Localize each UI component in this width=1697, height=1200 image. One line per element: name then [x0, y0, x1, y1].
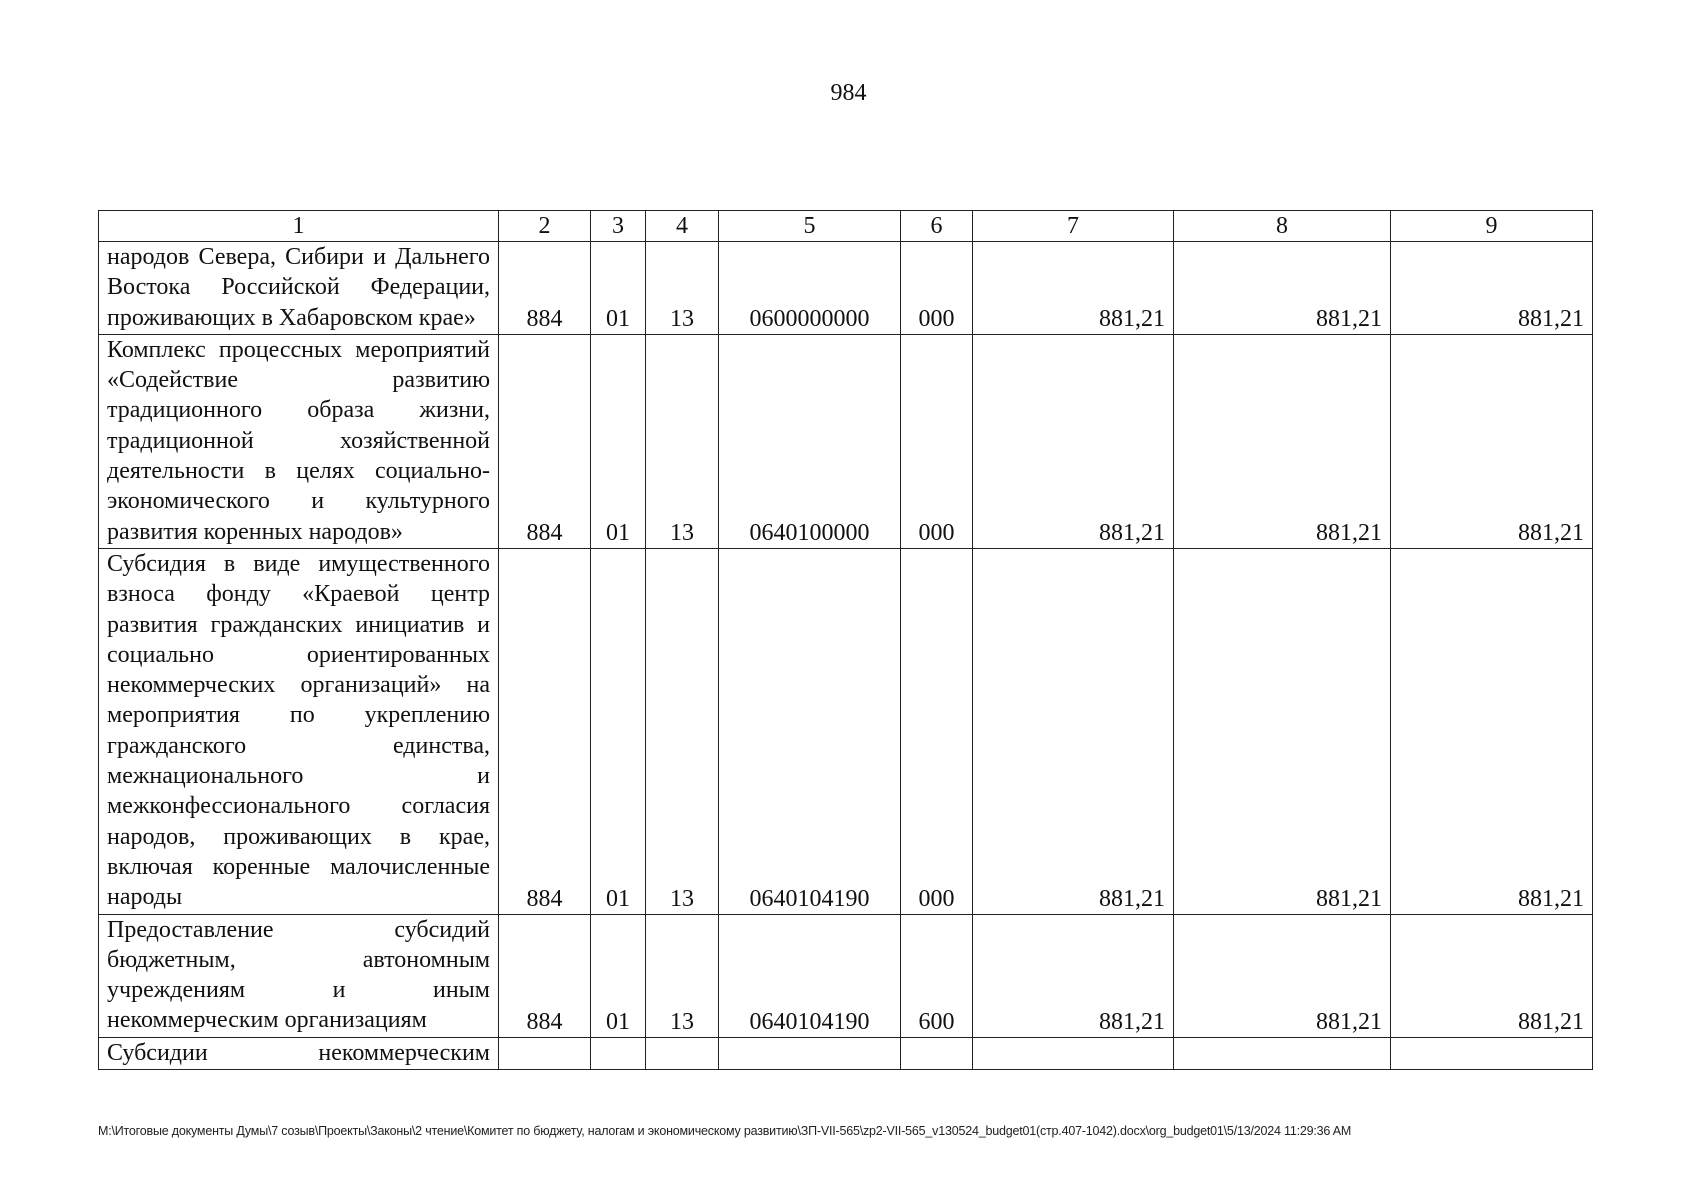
cell-amount-3: 881,21: [1391, 242, 1593, 335]
cell-section: 01: [591, 242, 646, 335]
col-header-1: 1: [99, 211, 499, 242]
col-header-2: 2: [499, 211, 591, 242]
cell-target-article: 0640104190: [719, 548, 901, 914]
table-row: [99, 242, 1593, 335]
cell-amount-3: 881,21: [1391, 548, 1593, 914]
cell-admin-code: [499, 1037, 591, 1069]
cell-subsection: 13: [646, 334, 719, 548]
table-row: [99, 548, 1593, 914]
page-number: 984: [830, 80, 867, 106]
cell-target-article: 0640104190: [719, 914, 901, 1037]
document-path-footer: M:\Итоговые документы Думы\7 созыв\Проекты\Законы\2 чтение\Комитет по бюджету, налогам и экономическому развитию\ЗП-VII-565\zp2-VII-565_v130524_budget01(стр.407-1042).docx\org_budget01\5/13/2024 11:29:36 AM: [98, 1124, 1352, 1138]
col-header-5: 5: [719, 211, 901, 242]
cell-amount-3: 881,21: [1391, 334, 1593, 548]
cell-admin-code: 884: [499, 334, 591, 548]
cell-amount-1: 881,21: [973, 242, 1174, 335]
cell-admin-code: 884: [499, 914, 591, 1037]
table-row: [99, 1037, 1593, 1069]
cell-section: 01: [591, 334, 646, 548]
row-name: Субсидии некоммерческим: [99, 1037, 499, 1069]
cell-amount-3: [1391, 1037, 1593, 1069]
cell-section: 01: [591, 548, 646, 914]
cell-amount-2: 881,21: [1174, 548, 1391, 914]
cell-subsection: 13: [646, 242, 719, 335]
cell-amount-1: [973, 1037, 1174, 1069]
cell-expense-type: [901, 1037, 973, 1069]
row-name: Субсидия в виде имущественного взноса фонду «Краевой центр развития гражданских инициатив и социально ориентированных некоммерческих организаций» на мероприятия по укреплению гражданского единства, межнационального и межконфессионального согласия народов, проживающих в крае, включая коренные малочисленные народы: [99, 548, 499, 914]
cell-expense-type: 000: [901, 242, 973, 335]
cell-target-article: 0640100000: [719, 334, 901, 548]
col-header-9: 9: [1391, 211, 1593, 242]
cell-target-article: [719, 1037, 901, 1069]
cell-amount-3: 881,21: [1391, 914, 1593, 1037]
cell-section: [591, 1037, 646, 1069]
row-name: Предоставление субсидий бюджетным, автономным учреждениям и иным некоммерческим организациям: [99, 914, 499, 1037]
cell-amount-1: 881,21: [973, 334, 1174, 548]
table-row: [99, 914, 1593, 1037]
col-header-8: 8: [1174, 211, 1391, 242]
cell-amount-2: 881,21: [1174, 242, 1391, 335]
cell-subsection: 13: [646, 914, 719, 1037]
col-header-4: 4: [646, 211, 719, 242]
cell-amount-1: 881,21: [973, 914, 1174, 1037]
col-header-6: 6: [901, 211, 973, 242]
cell-amount-2: 881,21: [1174, 334, 1391, 548]
table-row: [99, 334, 1593, 548]
header-row: [99, 211, 1593, 242]
cell-amount-2: [1174, 1037, 1391, 1069]
row-name: Комплекс процессных мероприятий «Содействие развитию традиционного образа жизни, традиционной хозяйственной деятельности в целях социально-экономического и культурного развития коренных народов»: [99, 334, 499, 548]
row-name: народов Севера, Сибири и Дальнего Востока Российской Федерации, проживающих в Хабаровском крае»: [99, 242, 499, 335]
cell-amount-1: 881,21: [973, 548, 1174, 914]
col-header-3: 3: [591, 211, 646, 242]
cell-target-article: 0600000000: [719, 242, 901, 335]
cell-expense-type: 600: [901, 914, 973, 1037]
cell-subsection: 13: [646, 548, 719, 914]
cell-expense-type: 000: [901, 334, 973, 548]
cell-expense-type: 000: [901, 548, 973, 914]
col-header-7: 7: [973, 211, 1174, 242]
cell-section: 01: [591, 914, 646, 1037]
cell-subsection: [646, 1037, 719, 1069]
cell-admin-code: 884: [499, 548, 591, 914]
budget-table: [98, 210, 1593, 1070]
cell-admin-code: 884: [499, 242, 591, 335]
cell-amount-2: 881,21: [1174, 914, 1391, 1037]
